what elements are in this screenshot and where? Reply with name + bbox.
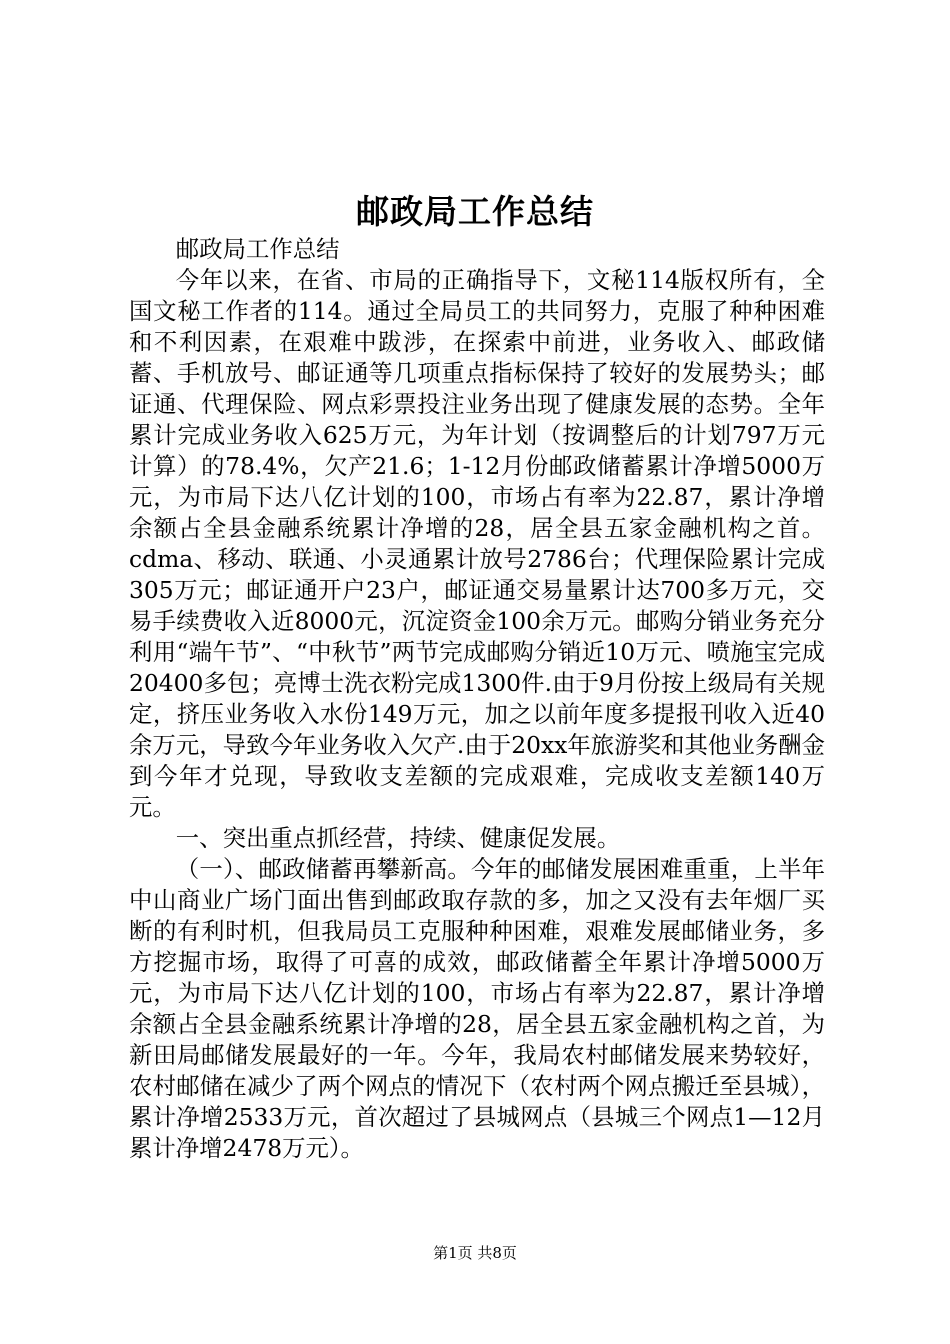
body-paragraph-postal-savings: （一）、邮政储蓄再攀新高。今年的邮储发展困难重重，上半年中山商业广场门面出售到邮政取存款的多，加之又没有去年烟厂买断的有利时机，但我局员工克服种种困难，艰难发展邮储业务，多方挖掘市场，取得了可喜的成效，邮政储蓄全年累计净增5000万元，为市局下达八亿计划的100，市场占有率为22.87，累计净增余额占全县金融系统累计净增的28，居全县五家金融机构之首，为新田局邮储发展最好的一年。今年，我局农村邮储发展来势较好，农村邮储在减少了两个网点的情况下（农村两个网点搬迁至县城），累计净增2533万元，首次超过了县城网点（县城三个网点1—12月累计净增2478万元）。 [129, 855, 825, 1162]
body-paragraph-section-heading: 一、突出重点抓经营，持续、健康促发展。 [175, 824, 621, 852]
body-paragraph-summary: 今年以来，在省、市局的正确指导下，文秘114版权所有，全国文秘工作者的114。通过全局员工的共同努力，克服了种种困难和不利因素，在艰难中跋涉，在探索中前进，业务收入、邮政储蓄、手机放号、邮证通等几项重点指标保持了较好的发展势头；邮证通、代理保险、网点彩票投注业务出现了健康发展的态势。全年累计完成业务收入625万元，为年计划（按调整后的计划797万元计算）的78.4%，欠产21.6；1-12月份邮政储蓄累计净增5000万元，为市局下达八亿计划的100，市场占有率为22.87，累计净增余额占全县金融系统累计净增的28，居全县五家金融机构之首。cdma、移动、联通、小灵通累计放号2786台；代理保险累计完成305万元；邮证通开户23户，邮证通交易量累计达700多万元，交易手续费收入近8000元，沉淀资金100余万元。邮购分销业务充分利用“端午节”、“中秋节”两节完成邮购分销近10万元、喷施宝完成20400多包；亮博士洗衣粉完成1300件.由于9月份按上级局有关规定，挤压业务收入水份149万元，加之以前年度多提报刊收入近40余万元，导致今年业务收入欠产.由于20xx年旅游奖和其他业务酬金到今年才兑现，导致收支差额的完成艰难，完成收支差额140万元。 [129, 266, 825, 821]
body-paragraph-subtitle: 邮政局工作总结 [175, 235, 340, 263]
document-title: 邮政局工作总结 [356, 192, 594, 231]
page-number-footer: 第1页 共8页 [433, 1244, 517, 1262]
document-body [129, 234, 825, 1164]
